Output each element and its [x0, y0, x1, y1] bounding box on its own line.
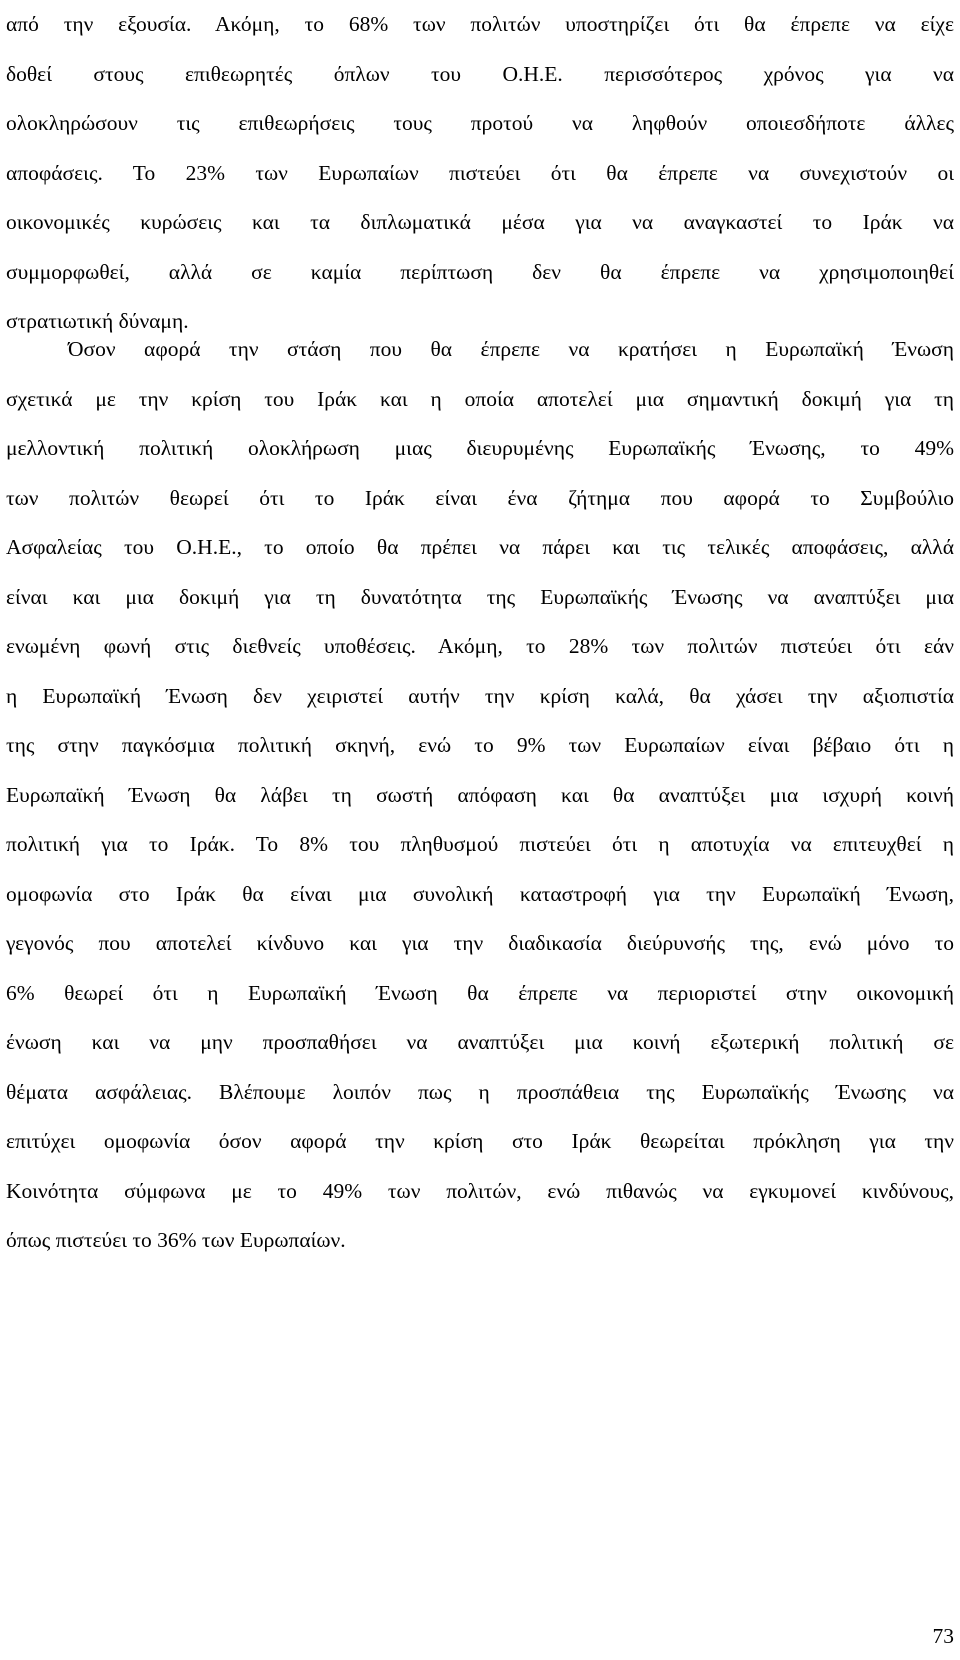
text-line: των πολιτών θεωρεί ότι το Ιράκ είναι ένα ζήτημα που αφορά το Συμβούλιο: [6, 485, 954, 510]
text-line: ενωμένη φωνή στις διεθνείς υποθέσεις. Ακόμη, το 28% των πολιτών πιστεύει ότι εάν: [6, 634, 954, 658]
text-line: Ευρωπαϊκή Ένωση θα λάβει τη σωστή απόφαση και θα αναπτύξει μια ισχυρή κοινή: [6, 782, 954, 807]
text-line: δοθεί στους επιθεωρητές όπλων του Ο.Η.Ε. περισσότερος χρόνος για να: [6, 61, 954, 86]
text-line: Ασφαλείας του Ο.Η.Ε., το οποίο θα πρέπει να πάρει και τις τελικές αποφάσεις, αλλά: [6, 535, 954, 559]
page-number: 73: [932, 1624, 954, 1648]
text-line: σχετικά με την κρίση του Ιράκ και η οποία αποτελεί μια σημαντική δοκιμή για τη: [6, 386, 954, 411]
text-line: της στην παγκόσμια πολιτική σκηνή, ενώ το 9% των Ευρωπαίων είναι βέβαιο ότι η: [6, 733, 954, 757]
text-line: μελλοντική πολιτική ολοκλήρωση μιας διευρυμένης Ευρωπαϊκής Ένωσης, το 49%: [6, 436, 954, 460]
text-line: η Ευρωπαϊκή Ένωση δεν χειριστεί αυτήν την κρίση καλά, θα χάσει την αξιοπιστία: [6, 683, 954, 708]
paragraph-1: [6, 0, 954, 347]
paragraph-2: [6, 325, 954, 1266]
text-line: από την εξουσία. Ακόμη, το 68% των πολιτών υποστηρίζει ότι θα έπρεπε να είχε: [6, 12, 954, 36]
text-line: ομοφωνία στο Ιράκ θα είναι μια συνολική καταστροφή για την Ευρωπαϊκή Ένωση,: [6, 881, 954, 906]
text-line: Όσον αφορά την στάση που θα έπρεπε να κρατήσει η Ευρωπαϊκή Ένωση: [68, 337, 954, 361]
text-line: είναι και μια δοκιμή για τη δυνατότητα της Ευρωπαϊκής Ένωσης να αναπτύξει μια: [6, 584, 954, 609]
text-line: ολοκληρώσουν τις επιθεωρήσεις τους προτού να ληφθούν οποιεσδήποτε άλλες: [6, 111, 954, 135]
text-line: αποφάσεις. Το 23% των Ευρωπαίων πιστεύει ότι θα έπρεπε να συνεχιστούν οι: [6, 160, 954, 185]
text-line: ένωση και να μην προσπαθήσει να αναπτύξει μια κοινή εξωτερική πολιτική σε: [6, 1030, 954, 1054]
text-line: 6% θεωρεί ότι η Ευρωπαϊκή Ένωση θα έπρεπε να περιοριστεί στην οικονομική: [6, 980, 954, 1005]
text-line: θέματα ασφάλειας. Βλέπουμε λοιπόν πως η προσπάθεια της Ευρωπαϊκής Ένωσης να: [6, 1079, 954, 1104]
text-line: Κοινότητα σύμφωνα με το 49% των πολιτών, ενώ πιθανώς να εγκυμονεί κινδύνους,: [6, 1178, 954, 1203]
text-line: πολιτική για το Ιράκ. Το 8% του πληθυσμού πιστεύει ότι η αποτυχία να επιτευχθεί η: [6, 832, 954, 856]
text-line: επιτύχει ομοφωνία όσον αφορά την κρίση στο Ιράκ θεωρείται πρόκληση για την: [6, 1129, 954, 1153]
text-line: στρατιωτική δύναμη.: [6, 309, 189, 333]
text-line: όπως πιστεύει το 36% των Ευρωπαίων.: [6, 1228, 346, 1252]
text-line: οικονομικές κυρώσεις και τα διπλωματικά μέσα για να αναγκαστεί το Ιράκ να: [6, 210, 954, 234]
text-line: συμμορφωθεί, αλλά σε καμία περίπτωση δεν θα έπρεπε να χρησιμοποιηθεί: [6, 259, 954, 284]
text-line: γεγονός που αποτελεί κίνδυνο και για την διαδικασία διεύρυνσής της, ενώ μόνο το: [6, 931, 954, 955]
